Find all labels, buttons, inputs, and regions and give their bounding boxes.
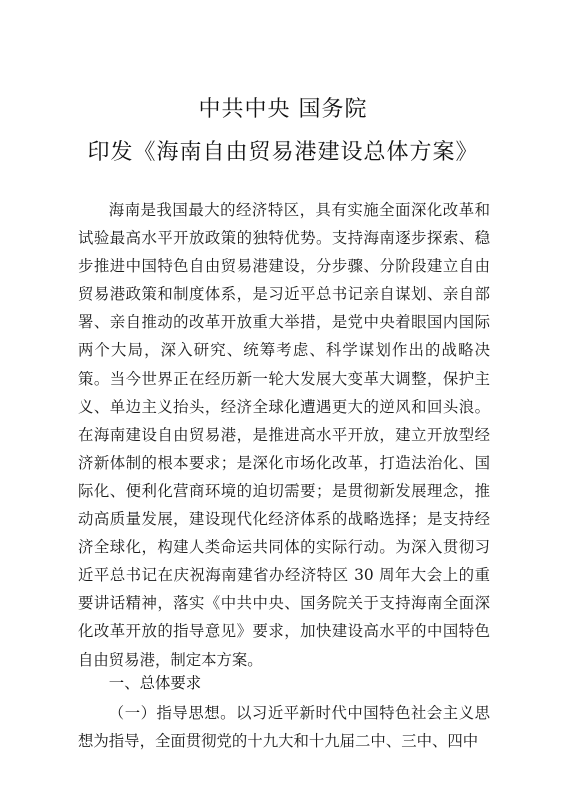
intro-section xyxy=(78,196,490,674)
intro-paragraph: 海南是我国最大的经济特区，具有实施全面深化改革和试验最高水平开放政策的独特优势。支持海南逐步探索、稳步推进中国特色自由贸易港建设，分步骤、分阶段建立自由贸易港政策和制度体系，是习近平总书记亲自谋划、亲自部署、亲自推动的改革开放重大举措，是党中央着眼国内国际两个大局，深入研究、统筹考虑、科学谋划作出的战略决策。当今世界正在经历新一轮大发展大变革大调整，保护主义、单边主义抬头，经济全球化遭遇更大的逆风和回头浪。在海南建设自由贸易港，是推进高水平开放，建立开放型经济新体制的根本要求；是深化市场化改革，打造法治化、国际化、便利化营商环境的迫切需要；是贯彻新发展理念，推动高质量发展，建设现代化经济体系的战略选择；是支持经济全球化，构建人类命运共同体的实际行动。为深入贯彻习近平总书记在庆祝海南建省办经济特区 30 周年大会上的重要讲话精神，落实《中共中央、国务院关于支持海南全面深化改革开放的指导意见》要求，加快建设高水平的中国特色自由贸易港，制定本方案。 xyxy=(78,201,490,669)
section-heading-general-requirements: 一、总体要求 xyxy=(108,674,202,692)
document-title-line-2: 印发《海南自由贸易港建设总体方案》 xyxy=(87,140,479,165)
document-title-line-1: 中共中央 国务院 xyxy=(198,97,368,122)
guiding-ideology-paragraph: （一）指导思想。以习近平新时代中国特色社会主义思想为指导，全面贯彻党的十九大和十九届二中、三中、四中 xyxy=(78,704,490,751)
section-1-body xyxy=(78,699,490,755)
